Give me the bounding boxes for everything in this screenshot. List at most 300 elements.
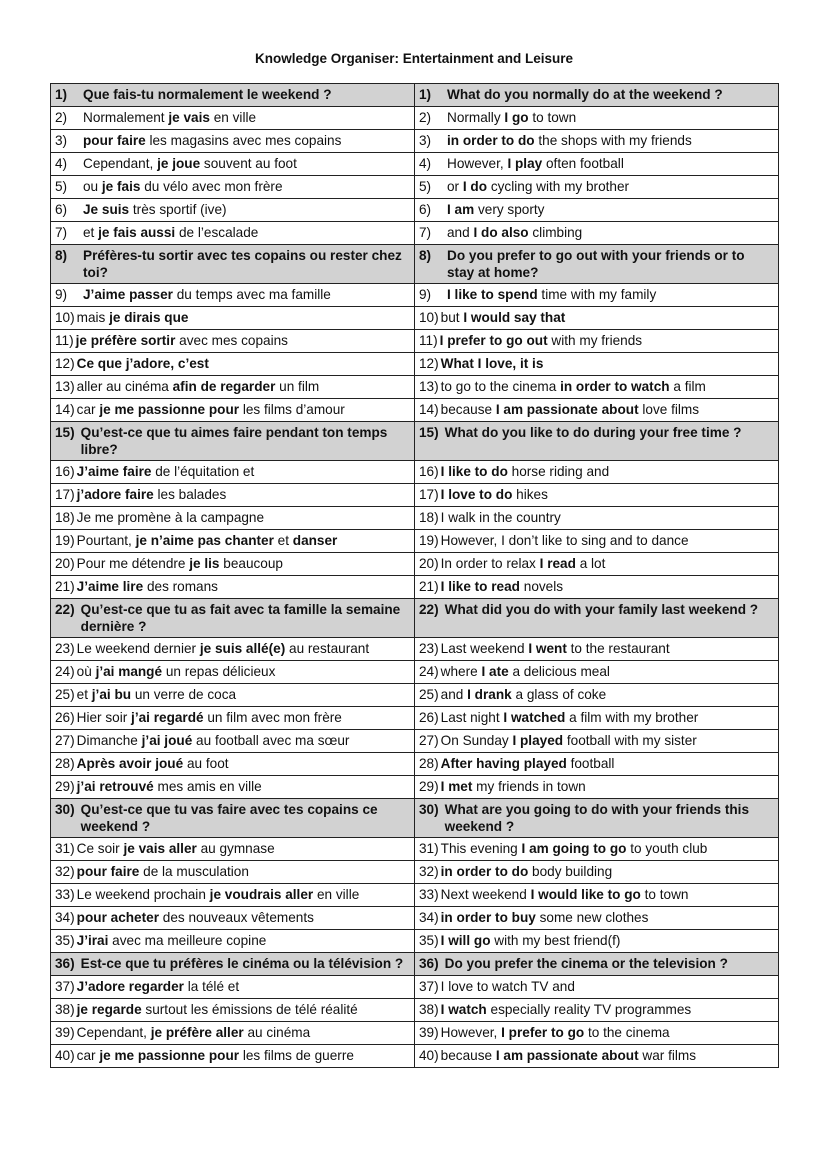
cell-content <box>55 663 410 680</box>
cell-content <box>55 201 410 218</box>
row-number: 8) <box>419 248 432 263</box>
french-cell <box>51 1022 415 1045</box>
cell-content <box>419 1001 774 1018</box>
table-row <box>51 507 779 530</box>
english-cell <box>415 199 779 222</box>
english-phrase <box>447 132 774 149</box>
key-phrase: I played <box>512 733 564 748</box>
row-number: 11) <box>55 333 74 348</box>
cell-content <box>419 663 774 680</box>
phrase-text: However, <box>447 156 508 171</box>
french-phrase <box>83 201 410 218</box>
french-phrase <box>83 155 410 172</box>
table-row <box>51 107 779 130</box>
phrase-text: However, <box>440 1025 502 1040</box>
english-phrase <box>441 640 774 657</box>
row-number: 26) <box>419 710 439 725</box>
cell-content <box>55 224 410 241</box>
cell-content <box>419 463 774 480</box>
table-row <box>51 661 779 684</box>
phrase-text: les magasins avec mes copains <box>145 133 342 148</box>
vocabulary-table-body <box>51 84 779 1068</box>
row-number: 22) <box>55 602 75 617</box>
english-cell <box>415 484 779 507</box>
french-phrase <box>83 286 410 303</box>
row-number: 29) <box>55 779 75 794</box>
phrase-text: football <box>566 756 615 771</box>
row-number: 40) <box>55 1048 75 1063</box>
row-number: 10) <box>55 310 75 325</box>
cell-content <box>419 155 774 172</box>
table-row <box>51 907 779 930</box>
cell-content <box>419 1024 774 1041</box>
english-phrase <box>441 840 774 857</box>
phrase-text: to the cinema <box>584 1025 670 1040</box>
row-number: 34) <box>419 910 439 925</box>
cell-content <box>55 532 410 549</box>
row-number: 18) <box>55 510 75 525</box>
french-cell <box>51 576 415 599</box>
french-phrase <box>77 978 410 995</box>
key-phrase: I read <box>539 556 576 571</box>
english-cell <box>415 399 779 422</box>
phrase-text: horse riding and <box>507 464 610 479</box>
row-number: 39) <box>419 1025 439 1040</box>
english-cell <box>415 176 779 199</box>
english-cell <box>415 861 779 884</box>
phrase-text: time with my family <box>537 287 657 302</box>
phrase-text: Le weekend dernier <box>76 641 200 656</box>
cell-content <box>419 801 774 835</box>
phrase-text: very sporty <box>474 202 545 217</box>
cell-content <box>419 686 774 703</box>
cell-content <box>55 86 410 103</box>
english-cell <box>415 953 779 976</box>
english-phrase <box>441 955 774 972</box>
key-phrase: I watched <box>503 710 566 725</box>
french-phrase <box>83 224 410 241</box>
english-cell <box>415 684 779 707</box>
row-number: 31) <box>419 841 439 856</box>
question-row <box>51 422 779 461</box>
key-phrase: je voudrais aller <box>209 887 314 902</box>
row-number: 7) <box>419 225 432 240</box>
question-row <box>51 84 779 107</box>
key-phrase: J’aime passer <box>83 287 173 302</box>
cell-content <box>419 86 774 103</box>
french-phrase <box>83 86 410 103</box>
phrase-text: les films de guerre <box>239 1048 354 1063</box>
cell-content <box>419 1047 774 1064</box>
row-number: 17) <box>55 487 75 502</box>
cell-content <box>419 201 774 218</box>
key-phrase: I am passionate about <box>495 1048 639 1063</box>
row-number: 5) <box>55 179 68 194</box>
french-phrase <box>83 132 410 149</box>
french-phrase <box>77 663 410 680</box>
table-row <box>51 638 779 661</box>
row-number: 5) <box>419 179 432 194</box>
row-number: 28) <box>419 756 439 771</box>
english-phrase <box>441 309 774 326</box>
cell-content <box>419 909 774 926</box>
phrase-text: un repas délicieux <box>162 664 276 679</box>
cell-content <box>55 309 410 326</box>
phrase-text: with my friends <box>547 333 643 348</box>
phrase-text: Dimanche <box>76 733 142 748</box>
key-phrase: I would like to go <box>530 887 641 902</box>
english-phrase <box>441 532 774 549</box>
table-row <box>51 376 779 399</box>
key-phrase: I went <box>528 641 567 656</box>
table-row <box>51 553 779 576</box>
french-phrase <box>83 109 410 126</box>
row-number: 18) <box>419 510 439 525</box>
french-phrase <box>77 424 410 458</box>
table-row <box>51 222 779 245</box>
key-phrase: je préfère aller <box>150 1025 244 1040</box>
phrase-text: to youth club <box>626 841 708 856</box>
key-phrase: J’irai <box>76 933 109 948</box>
cell-content <box>419 755 774 772</box>
phrase-text: football with my sister <box>563 733 697 748</box>
key-phrase: I am passionate about <box>495 402 639 417</box>
english-cell <box>415 576 779 599</box>
row-number: 25) <box>55 687 75 702</box>
phrase-text: la télé et <box>183 979 240 994</box>
french-phrase <box>77 555 410 572</box>
phrase-text: mais <box>76 310 110 325</box>
cell-content <box>55 755 410 772</box>
cell-content <box>419 886 774 903</box>
key-phrase: I am going to go <box>521 841 627 856</box>
row-number: 16) <box>55 464 75 479</box>
key-phrase: je n’aime pas chanter <box>135 533 274 548</box>
phrase-text: body building <box>528 864 613 879</box>
table-row <box>51 530 779 553</box>
row-number: 20) <box>419 556 439 571</box>
key-phrase: je regarde <box>76 1002 142 1017</box>
french-phrase <box>77 463 410 480</box>
phrase-text: However, I don’t like to sing and to dance <box>440 533 689 548</box>
english-cell <box>415 353 779 376</box>
french-phrase <box>77 932 410 949</box>
phrase-text: où <box>76 664 96 679</box>
english-phrase <box>441 663 774 680</box>
row-number: 15) <box>419 425 439 440</box>
english-cell <box>415 753 779 776</box>
french-cell <box>51 376 415 399</box>
row-number: 19) <box>419 533 439 548</box>
french-phrase <box>77 909 410 926</box>
key-phrase: je préfère sortir <box>75 333 176 348</box>
key-phrase: in order to watch <box>560 379 670 394</box>
english-phrase <box>441 732 774 749</box>
key-phrase: j’adore faire <box>76 487 154 502</box>
phrase-text: On Sunday <box>440 733 513 748</box>
french-phrase <box>77 601 410 635</box>
phrase-text: love films <box>638 402 700 417</box>
phrase-text: where <box>440 664 482 679</box>
phrase-text: Pourtant, <box>76 533 136 548</box>
english-cell <box>415 638 779 661</box>
french-cell <box>51 661 415 684</box>
english-cell <box>415 838 779 861</box>
english-cell <box>415 661 779 684</box>
cell-content <box>419 378 774 395</box>
row-number: 26) <box>55 710 75 725</box>
row-number: 9) <box>419 287 432 302</box>
french-phrase <box>77 1024 410 1041</box>
english-cell <box>415 730 779 753</box>
phrase-text: surtout les émissions de télé réalité <box>141 1002 358 1017</box>
cell-content <box>55 401 410 418</box>
phrase-text: Last night <box>440 710 504 725</box>
cell-content <box>55 978 410 995</box>
table-row <box>51 753 779 776</box>
table-row <box>51 684 779 707</box>
english-phrase <box>447 247 774 281</box>
row-number: 36) <box>55 956 75 971</box>
phrase-text: Ce soir <box>76 841 124 856</box>
table-row <box>51 884 779 907</box>
key-phrase: I do also <box>473 225 529 240</box>
french-cell <box>51 507 415 530</box>
cell-content <box>419 601 774 618</box>
english-cell <box>415 507 779 530</box>
french-cell <box>51 222 415 245</box>
phrase-text: car <box>76 402 100 417</box>
cell-content <box>55 378 410 395</box>
key-phrase: in order to do <box>440 864 529 879</box>
french-phrase <box>77 309 410 326</box>
cell-content <box>55 909 410 926</box>
english-phrase <box>441 355 774 372</box>
key-phrase: j’ai mangé <box>95 664 163 679</box>
french-cell <box>51 399 415 422</box>
phrase-text: beaucoup <box>219 556 283 571</box>
table-row <box>51 776 779 799</box>
cell-content <box>55 286 410 303</box>
phrase-text: et <box>83 225 99 240</box>
phrase-text: en ville <box>313 887 360 902</box>
english-phrase <box>447 224 774 241</box>
row-number: 6) <box>419 202 432 217</box>
key-phrase: in order to do <box>447 133 535 148</box>
row-number: 3) <box>55 133 68 148</box>
phrase-text: au restaurant <box>285 641 370 656</box>
french-cell <box>51 930 415 953</box>
french-cell <box>51 707 415 730</box>
key-phrase: Do you prefer to go out with your friends or to stay at home? <box>447 248 745 280</box>
english-cell <box>415 422 779 461</box>
cell-content <box>419 578 774 595</box>
phrase-text: This evening <box>440 841 522 856</box>
key-phrase: je me passionne pour <box>99 1048 240 1063</box>
phrase-text: souvent au foot <box>200 156 297 171</box>
french-phrase <box>77 1047 410 1064</box>
french-phrase <box>77 840 410 857</box>
cell-content <box>55 1001 410 1018</box>
french-phrase <box>77 755 410 772</box>
cell-content <box>55 555 410 572</box>
cell-content <box>55 732 410 749</box>
cell-content <box>419 132 774 149</box>
table-row <box>51 707 779 730</box>
english-cell <box>415 84 779 107</box>
phrase-text: Pour me détendre <box>76 556 190 571</box>
french-cell <box>51 884 415 907</box>
row-number: 1) <box>55 87 68 102</box>
phrase-text: a glass of coke <box>511 687 607 702</box>
english-cell <box>415 1022 779 1045</box>
cell-content <box>55 640 410 657</box>
french-phrase <box>77 955 410 972</box>
key-phrase: What I love, it is <box>440 356 544 371</box>
french-phrase <box>83 178 410 195</box>
french-cell <box>51 530 415 553</box>
cell-content <box>419 178 774 195</box>
key-phrase: What did you do with your family last weekend ? <box>444 602 759 617</box>
french-cell <box>51 999 415 1022</box>
table-row <box>51 861 779 884</box>
row-number: 35) <box>55 933 75 948</box>
phrase-text: en ville <box>209 110 257 125</box>
row-number: 35) <box>419 933 439 948</box>
row-number: 6) <box>55 202 68 217</box>
phrase-text: Le weekend prochain <box>76 887 210 902</box>
phrase-text: au football avec ma sœur <box>192 733 350 748</box>
key-phrase: I ate <box>481 664 509 679</box>
french-cell <box>51 461 415 484</box>
french-cell <box>51 599 415 638</box>
phrase-text: au gymnase <box>196 841 275 856</box>
cell-content <box>55 709 410 726</box>
english-phrase <box>441 486 774 503</box>
row-number: 21) <box>55 579 75 594</box>
phrase-text: Normally <box>447 110 505 125</box>
vocabulary-table <box>50 83 779 1068</box>
cell-content <box>419 401 774 418</box>
row-number: 24) <box>55 664 75 679</box>
english-phrase <box>447 86 774 103</box>
key-phrase: I will go <box>440 933 491 948</box>
cell-content <box>419 424 774 441</box>
row-number: 1) <box>419 87 432 102</box>
phrase-text: to the restaurant <box>566 641 670 656</box>
english-phrase <box>441 909 774 926</box>
french-cell <box>51 199 415 222</box>
phrase-text: Next weekend <box>440 887 531 902</box>
english-cell <box>415 976 779 999</box>
table-row <box>51 1045 779 1068</box>
table-row <box>51 307 779 330</box>
cell-content <box>419 309 774 326</box>
key-phrase: je vais aller <box>123 841 197 856</box>
french-cell <box>51 330 415 353</box>
phrase-text: I walk in the country <box>440 510 561 525</box>
cell-content <box>419 640 774 657</box>
phrase-text: novels <box>519 579 564 594</box>
phrase-text: a delicious meal <box>508 664 610 679</box>
key-phrase: afin de regarder <box>172 379 276 394</box>
phrase-text: to go to the cinema <box>440 379 561 394</box>
row-number: 10) <box>419 310 439 325</box>
cell-content <box>419 286 774 303</box>
key-phrase: I like to read <box>440 579 520 594</box>
english-phrase <box>441 778 774 795</box>
key-phrase: I prefer to go out <box>439 333 548 348</box>
cell-content <box>55 601 410 635</box>
phrase-text: avec mes copains <box>175 333 288 348</box>
english-phrase <box>441 378 774 395</box>
english-phrase <box>441 401 774 418</box>
key-phrase: Préfères-tu sortir avec tes copains ou rester chez toi? <box>83 248 402 280</box>
phrase-text: or <box>447 179 463 194</box>
row-number: 9) <box>55 287 68 302</box>
table-row <box>51 484 779 507</box>
key-phrase: Après avoir joué <box>76 756 184 771</box>
row-number: 22) <box>419 602 439 617</box>
key-phrase: I like to do <box>440 464 508 479</box>
phrase-text: a film with my brother <box>565 710 699 725</box>
key-phrase: pour faire <box>76 864 140 879</box>
row-number: 14) <box>419 402 439 417</box>
french-cell <box>51 753 415 776</box>
key-phrase: j’ai bu <box>91 687 132 702</box>
english-cell <box>415 153 779 176</box>
english-cell <box>415 307 779 330</box>
french-phrase <box>77 355 410 372</box>
english-cell <box>415 284 779 307</box>
row-number: 8) <box>55 248 68 263</box>
phrase-text: au cinéma <box>243 1025 311 1040</box>
row-number: 4) <box>419 156 432 171</box>
row-number: 33) <box>419 887 439 902</box>
french-cell <box>51 553 415 576</box>
row-number: 33) <box>55 887 75 902</box>
phrase-text: In order to relax <box>440 556 540 571</box>
cell-content <box>419 355 774 372</box>
row-number: 24) <box>419 664 439 679</box>
key-phrase: in order to buy <box>440 910 536 925</box>
key-phrase: je me passionne pour <box>99 402 240 417</box>
phrase-text: climbing <box>528 225 583 240</box>
phrase-text: du temps avec ma famille <box>172 287 331 302</box>
phrase-text: Je me promène à la campagne <box>76 510 265 525</box>
phrase-text: au foot <box>183 756 229 771</box>
english-cell <box>415 130 779 153</box>
row-number: 17) <box>419 487 439 502</box>
row-number: 21) <box>419 579 439 594</box>
key-phrase: Qu’est-ce que tu vas faire avec tes copains ce weekend ? <box>80 802 378 834</box>
english-cell <box>415 799 779 838</box>
key-phrase: danser <box>292 533 338 548</box>
french-cell <box>51 353 415 376</box>
row-number: 27) <box>55 733 75 748</box>
french-cell <box>51 484 415 507</box>
phrase-text: de l’équitation et <box>151 464 255 479</box>
table-row <box>51 399 779 422</box>
row-number: 28) <box>55 756 75 771</box>
key-phrase: What are you going to do with your friends this weekend ? <box>444 802 750 834</box>
phrase-text: to town <box>640 887 689 902</box>
key-phrase: J’adore regarder <box>76 979 184 994</box>
cell-content <box>419 509 774 526</box>
cell-content <box>55 863 410 880</box>
row-number: 27) <box>419 733 439 748</box>
key-phrase: I am <box>447 202 475 217</box>
